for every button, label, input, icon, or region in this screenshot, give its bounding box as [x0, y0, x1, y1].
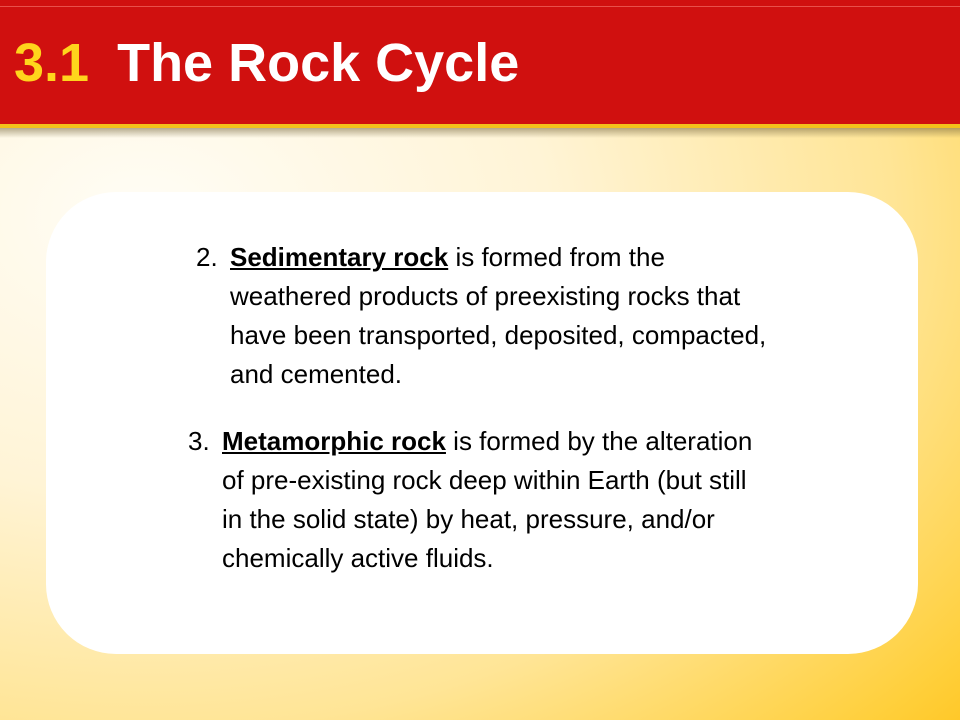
title-bar	[0, 0, 960, 128]
list-item-metamorphic-rock	[188, 422, 922, 578]
slide-title-number: 3.1	[14, 33, 90, 93]
definition-line: weathered products of preexisting rocks that	[230, 281, 741, 311]
list-item-sedimentary-rock	[196, 238, 930, 394]
term-metamorphic-rock: Metamorphic rock	[222, 426, 446, 456]
definition-line: in the solid state) by heat, pressure, and/or	[222, 504, 715, 534]
definition-line: and cemented.	[230, 359, 403, 389]
definition-line: chemically active fluids.	[222, 543, 494, 573]
slide-title-text: The Rock Cycle	[117, 33, 520, 93]
definition-line: have been transported, deposited, compacted,	[230, 320, 767, 350]
term-sedimentary-rock: Sedimentary rock	[230, 242, 449, 272]
list-item-number: 2.	[196, 242, 218, 272]
definition-line: is formed from the	[448, 242, 665, 272]
title-bar-highlight-line	[0, 6, 960, 7]
definition-line: is formed by the alteration	[445, 426, 753, 456]
definition-line: of pre-existing rock deep within Earth (but still	[222, 465, 747, 495]
slide-title	[14, 30, 519, 96]
list-item-number: 3.	[188, 426, 210, 456]
